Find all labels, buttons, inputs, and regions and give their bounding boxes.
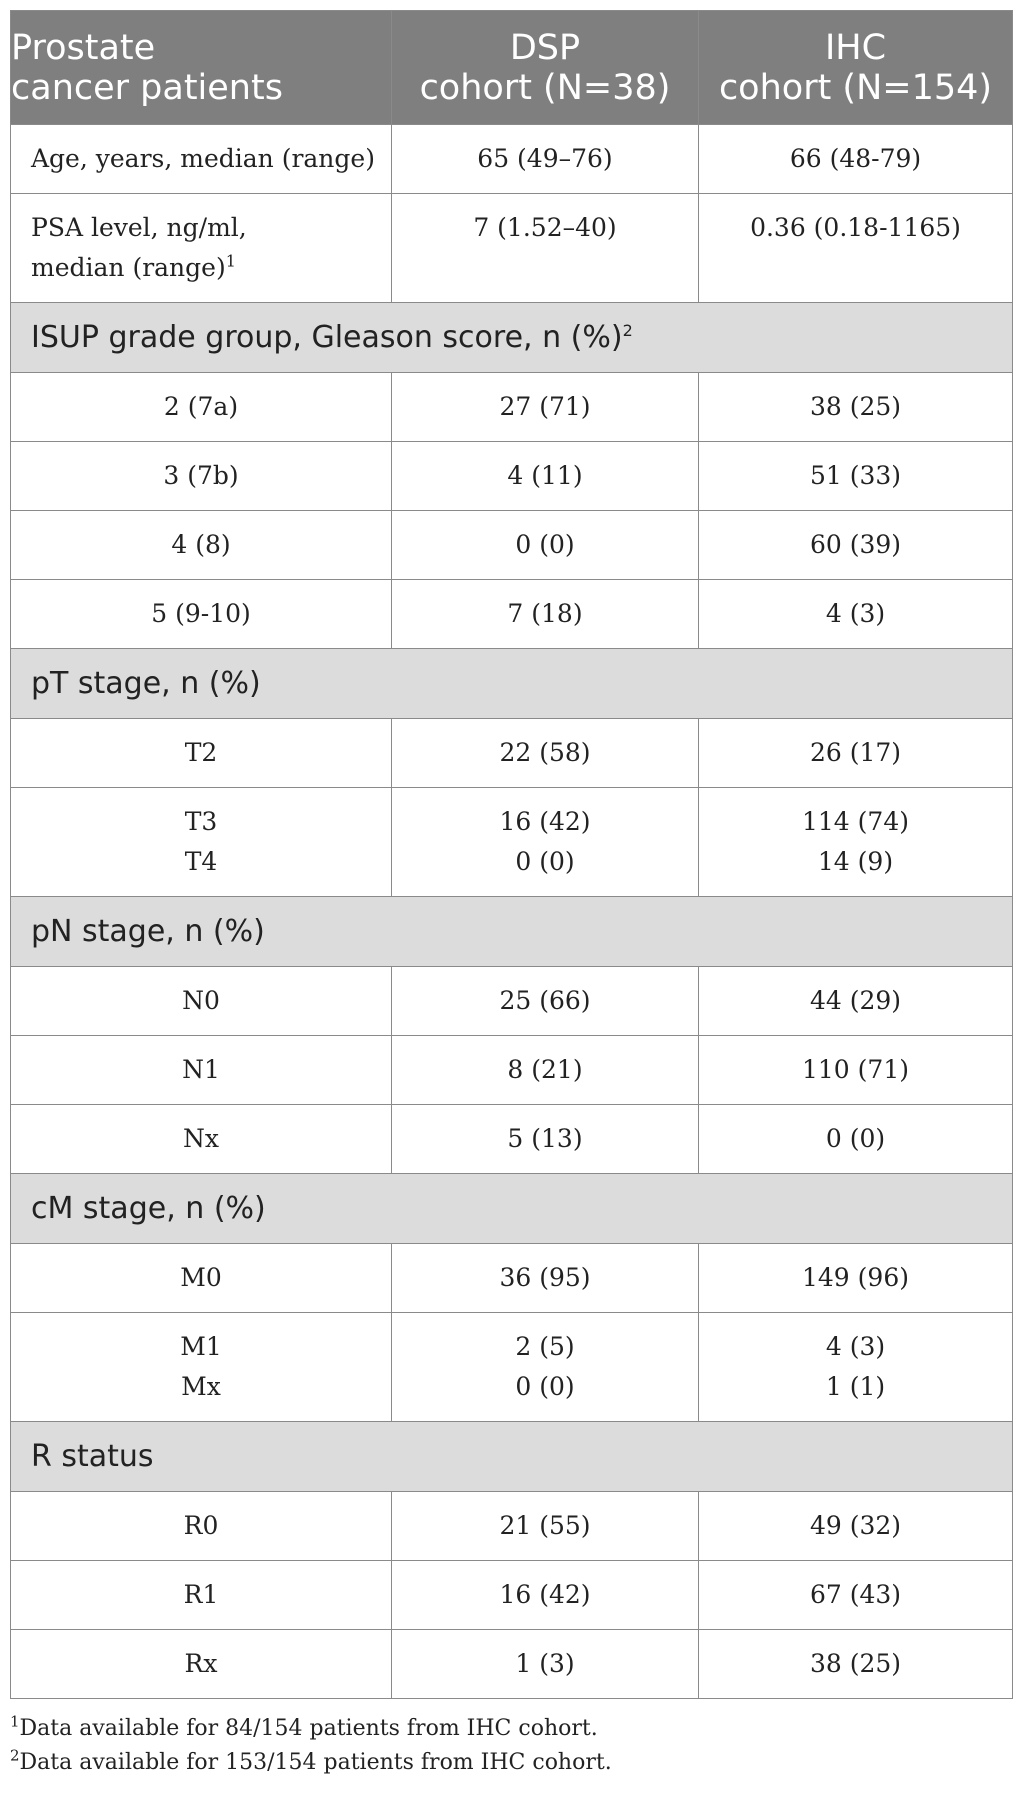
ihc-value: 0.36 (0.18-1165) bbox=[699, 194, 1013, 303]
table-row bbox=[11, 967, 1013, 1036]
row-label: 4 (8) bbox=[11, 511, 392, 580]
footnote-mark: 2 bbox=[10, 1746, 20, 1765]
ihc-value: 4 (3) bbox=[699, 580, 1013, 649]
header-ihc-cohort bbox=[699, 11, 1013, 125]
row-label: R1 bbox=[11, 1561, 392, 1630]
footnotes bbox=[10, 1712, 612, 1780]
row-label: N1 bbox=[11, 1036, 392, 1105]
footnote-1 bbox=[10, 1712, 612, 1746]
dsp-value: 4 (11) bbox=[392, 442, 699, 511]
footnote-mark: 1 bbox=[225, 251, 236, 271]
dsp-value: 0 (0) bbox=[392, 511, 699, 580]
ihc-value bbox=[699, 788, 1013, 897]
section-title: cM stage, n (%) bbox=[11, 1174, 1013, 1244]
row-label-line1: T3 bbox=[184, 807, 218, 836]
dsp-value bbox=[392, 1313, 699, 1422]
table-row bbox=[11, 719, 1013, 788]
ihc-value: 67 (43) bbox=[699, 1561, 1013, 1630]
ihc-value: 51 (33) bbox=[699, 442, 1013, 511]
dsp-value: 8 (21) bbox=[392, 1036, 699, 1105]
row-label: T2 bbox=[11, 719, 392, 788]
row-label-line2: Mx bbox=[181, 1372, 221, 1401]
header-col2-line2: cohort (N=38) bbox=[419, 67, 671, 108]
table-row bbox=[11, 1105, 1013, 1174]
ihc-value bbox=[699, 1313, 1013, 1422]
dsp-value-line1: 16 (42) bbox=[499, 807, 591, 836]
table-row bbox=[11, 511, 1013, 580]
psa-label-line2: median (range) bbox=[31, 253, 226, 282]
footnote-text: Data available for 153/154 patients from IHC cohort. bbox=[19, 1750, 612, 1775]
table-row bbox=[11, 442, 1013, 511]
dsp-value: 1 (3) bbox=[392, 1630, 699, 1699]
footnote-mark: 1 bbox=[10, 1712, 20, 1731]
dsp-value-line2: 0 (0) bbox=[515, 847, 575, 876]
header-col3-line1: IHC bbox=[824, 27, 887, 68]
header-col3-line2: cohort (N=154) bbox=[718, 67, 993, 108]
ihc-value-line2: 14 (9) bbox=[817, 847, 894, 876]
table-row bbox=[11, 1244, 1013, 1313]
dsp-value: 21 (55) bbox=[392, 1492, 699, 1561]
row-label: 2 (7a) bbox=[11, 373, 392, 442]
section-title: pT stage, n (%) bbox=[11, 649, 1013, 719]
section-title: R status bbox=[11, 1422, 1013, 1492]
ihc-value: 49 (32) bbox=[699, 1492, 1013, 1561]
table-row bbox=[11, 1630, 1013, 1699]
row-label: 5 (9-10) bbox=[11, 580, 392, 649]
dsp-value: 16 (42) bbox=[392, 1561, 699, 1630]
section-row-isup bbox=[11, 303, 1013, 373]
section-title bbox=[11, 303, 1013, 373]
footnote-text: Data available for 84/154 patients from IHC cohort. bbox=[19, 1716, 598, 1741]
row-label bbox=[11, 1313, 392, 1422]
ihc-value: 0 (0) bbox=[699, 1105, 1013, 1174]
dsp-value: 5 (13) bbox=[392, 1105, 699, 1174]
table-row-psa bbox=[11, 194, 1013, 303]
ihc-value: 38 (25) bbox=[699, 373, 1013, 442]
header-col1-line2: cancer patients bbox=[11, 67, 283, 108]
dsp-value: 36 (95) bbox=[392, 1244, 699, 1313]
header-col1-line1: Prostate bbox=[11, 27, 156, 68]
psa-label-line1: PSA level, ng/ml, bbox=[31, 213, 247, 242]
table-row bbox=[11, 1561, 1013, 1630]
table-row-age bbox=[11, 125, 1013, 194]
ihc-value: 44 (29) bbox=[699, 967, 1013, 1036]
ihc-value-line1: 114 (74) bbox=[802, 807, 909, 836]
row-label: Nx bbox=[11, 1105, 392, 1174]
table-row bbox=[11, 1492, 1013, 1561]
row-label-line2: T4 bbox=[184, 847, 218, 876]
row-label: R0 bbox=[11, 1492, 392, 1561]
psa-label-line2-wrap bbox=[31, 248, 391, 288]
dsp-value-line1: 2 (5) bbox=[515, 1332, 575, 1361]
footnote-2 bbox=[10, 1746, 612, 1780]
table-row bbox=[11, 373, 1013, 442]
section-row-cm-stage bbox=[11, 1174, 1013, 1244]
dsp-value: 27 (71) bbox=[392, 373, 699, 442]
ihc-value: 60 (39) bbox=[699, 511, 1013, 580]
table-header-row bbox=[11, 11, 1013, 125]
dsp-value: 65 (49–76) bbox=[392, 125, 699, 194]
dsp-value: 25 (66) bbox=[392, 967, 699, 1036]
ihc-value: 149 (96) bbox=[699, 1244, 1013, 1313]
row-label: M0 bbox=[11, 1244, 392, 1313]
row-label bbox=[11, 194, 392, 303]
section-row-r-status bbox=[11, 1422, 1013, 1492]
footnote-mark: 2 bbox=[622, 321, 633, 340]
row-label: Rx bbox=[11, 1630, 392, 1699]
row-label-line1: M1 bbox=[180, 1332, 222, 1361]
table-row-double bbox=[11, 1313, 1013, 1422]
header-prostate-cancer-patients bbox=[11, 11, 392, 125]
patient-characteristics-table bbox=[10, 10, 1013, 1699]
dsp-value-line2: 0 (0) bbox=[515, 1372, 575, 1401]
ihc-value-line2: 1 (1) bbox=[825, 1372, 886, 1401]
section-title-text: ISUP grade group, Gleason score, n (%) bbox=[31, 320, 623, 355]
header-col2-line1: DSP bbox=[509, 27, 581, 68]
dsp-value: 7 (18) bbox=[392, 580, 699, 649]
row-label: 3 (7b) bbox=[11, 442, 392, 511]
ihc-value: 66 (48-79) bbox=[699, 125, 1013, 194]
dsp-value: 22 (58) bbox=[392, 719, 699, 788]
table-row bbox=[11, 1036, 1013, 1105]
dsp-value: 7 (1.52–40) bbox=[392, 194, 699, 303]
section-row-pn-stage bbox=[11, 897, 1013, 967]
row-label bbox=[11, 788, 392, 897]
section-title: pN stage, n (%) bbox=[11, 897, 1013, 967]
ihc-value-line1: 4 (3) bbox=[825, 1332, 886, 1361]
ihc-value: 38 (25) bbox=[699, 1630, 1013, 1699]
header-dsp-cohort bbox=[392, 11, 699, 125]
section-row-pt-stage bbox=[11, 649, 1013, 719]
table-row-double bbox=[11, 788, 1013, 897]
row-label: Age, years, median (range) bbox=[11, 125, 392, 194]
table-row bbox=[11, 580, 1013, 649]
row-label: N0 bbox=[11, 967, 392, 1036]
ihc-value: 110 (71) bbox=[699, 1036, 1013, 1105]
dsp-value bbox=[392, 788, 699, 897]
ihc-value: 26 (17) bbox=[699, 719, 1013, 788]
